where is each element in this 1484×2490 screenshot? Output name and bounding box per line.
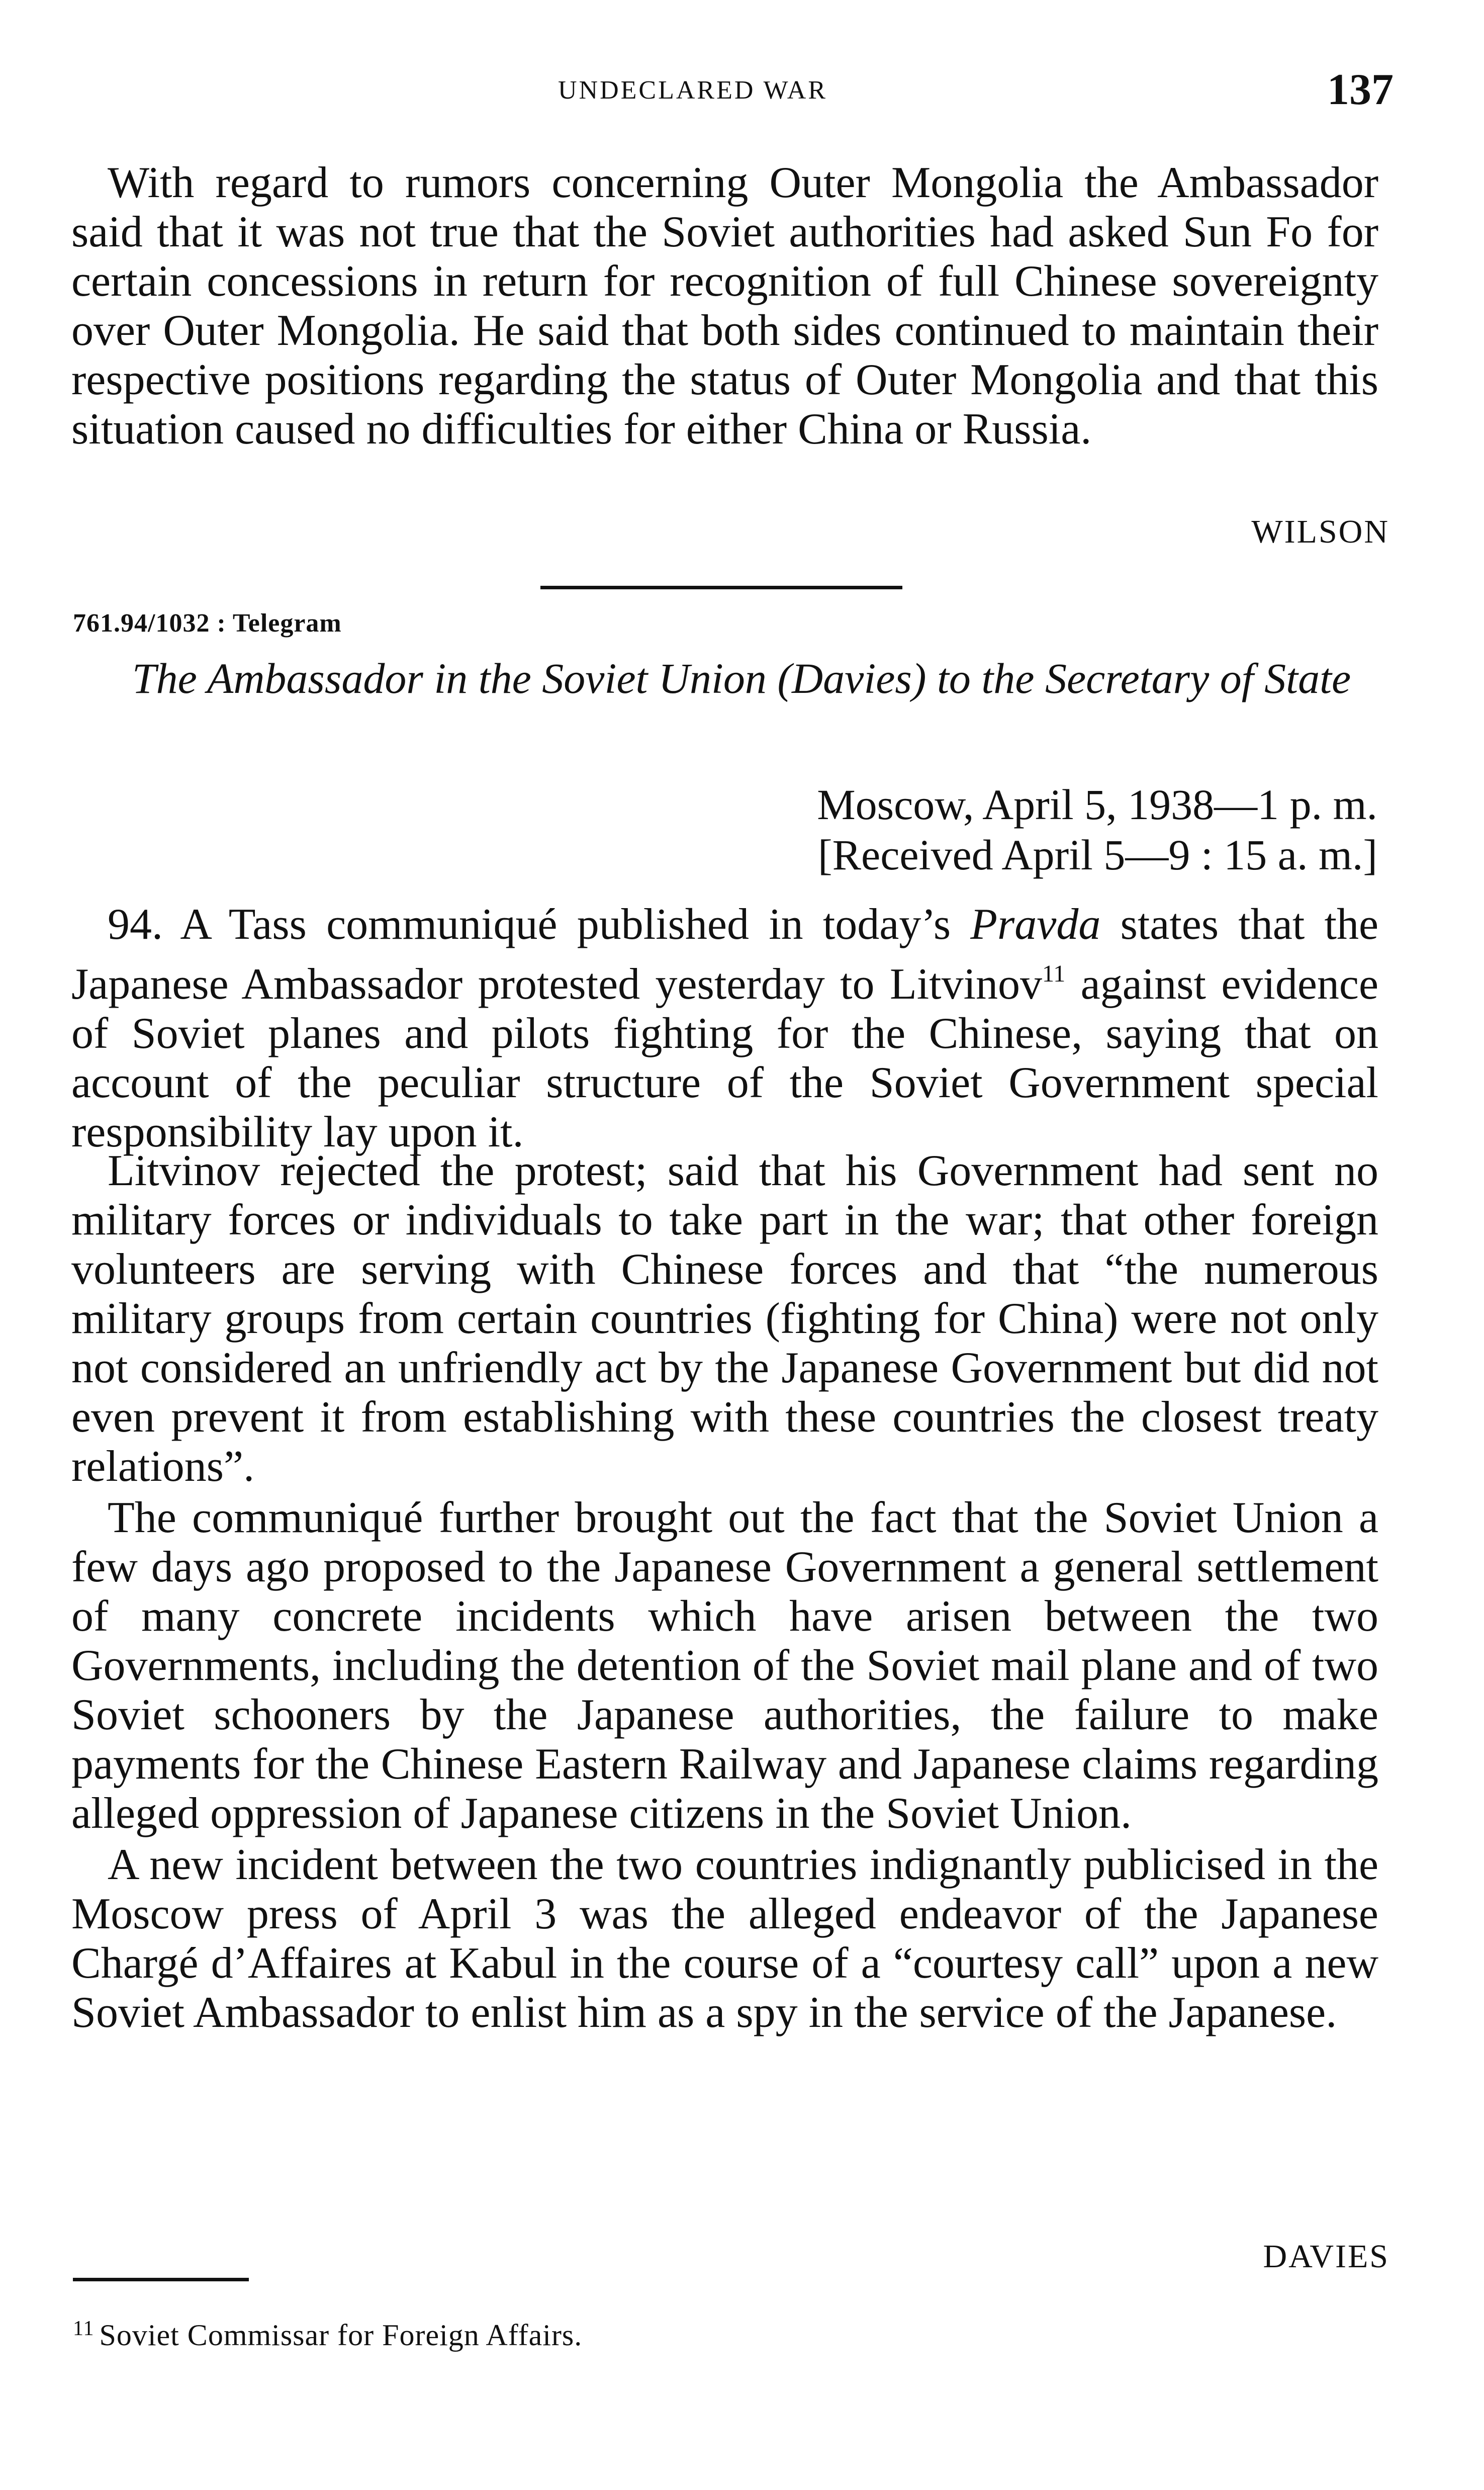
footnote (73, 2318, 582, 2353)
running-head: UNDECLARED WAR (558, 76, 828, 105)
paragraph-2-start: 94. A Tass communiqué published in today’s (108, 900, 971, 949)
footnote-divider (73, 2278, 249, 2281)
document-caption: The Ambassador in the Soviet Union (Davies) to the Secretary of State (132, 654, 1351, 702)
pravda-title: Pravda (970, 900, 1101, 949)
date-received-block (794, 779, 1377, 880)
received-line: [Received April 5—9 : 15 a. m.] (818, 831, 1377, 879)
paragraph-settlement: The communiqué further brought out the fact that the Soviet Union a few days ago proposed to the Japanese Government a general settlement of many concrete incidents which have arisen between the two Governments, including the detention of the Soviet mail plane and of two Soviet schooners by the Japanese authorities, the failure to make payments for the Chinese Eastern Railway and Japanese claims regarding alleged oppression of Japanese citizens in the Soviet Union. (71, 1493, 1378, 1838)
signature-davies: DAVIES (1263, 2238, 1389, 2275)
place-date: Moscow, April 5, 1938—1 p. m. (817, 780, 1377, 829)
signature-wilson: WILSON (1251, 513, 1389, 550)
paragraph-kabul-incident: A new incident between the two countries indignantly publicised in the Moscow press of April 3 was the alleged endeavor of the Japanese Chargé d’Affaires at Kabul in the course of a “courtesy call” upon a new Soviet Ambassador to enlist him as a spy in the service of the Japanese. (71, 1840, 1378, 2037)
section-divider (540, 586, 902, 589)
paragraph-tass-communique (71, 900, 1378, 1157)
paragraph-2-middle: states that the Japanese Ambassador protested yesterday to Litvinov (71, 900, 1378, 1009)
paragraph-mongolia: With regard to rumors concerning Outer Mongolia the Ambassador said that it was not true that the Soviet authorities had asked Sun Fo for certain concessions in return for recognition of full Chinese sovereignty over Outer Mongolia. He said that both sides continued to maintain their respective positions regarding the status of Outer Mongolia and that this situation caused no difficulties for either China or Russia. (71, 158, 1378, 454)
footnote-text: Soviet Commissar for Foreign Affairs. (99, 2319, 583, 2352)
footnote-mark: 11 (73, 2317, 95, 2340)
footnote-reference: 11 (1042, 960, 1066, 987)
paragraph-2-end: against evidence of Soviet planes and pilots fighting for the Chinese, saying that on account of the peculiar structure of the Soviet Government special responsibility lay upon it. (71, 960, 1378, 1157)
page-number: 137 (1327, 65, 1394, 114)
file-number: 761.94/1032 : Telegram (73, 609, 342, 638)
paragraph-litvinov: Litvinov rejected the protest; said that his Government had sent no military forces or individuals to take part in the war; that other foreign volunteers are serving with Chinese forces and that “the numerous military groups from certain countries (fighting for China) were not only not considered an unfriendly act by the Japanese Government but did not even prevent it from establishing with these countries the closest treaty relations”. (71, 1146, 1378, 1491)
